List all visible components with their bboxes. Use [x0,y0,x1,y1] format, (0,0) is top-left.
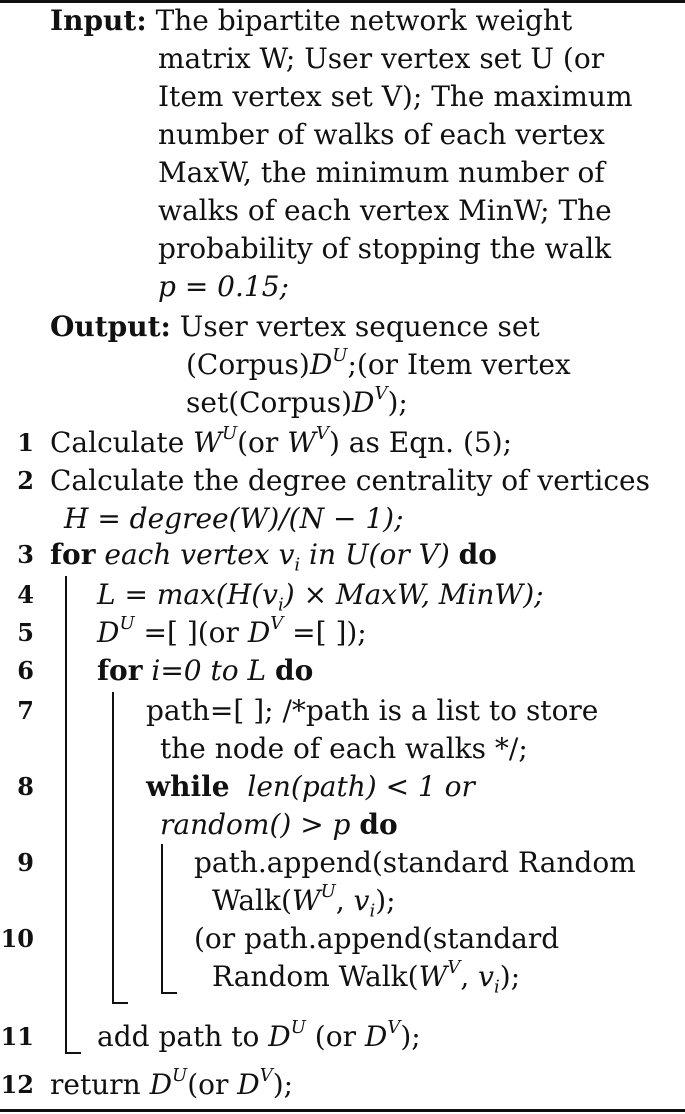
keyword-for: for [50,538,96,571]
step-5 [97,614,367,652]
step-1-text: Calculate [50,426,194,459]
math-i: i [494,976,500,998]
step-8-line-1 [146,768,475,806]
output-line-2 [186,346,571,384]
math-U: U [332,344,348,366]
math-W: W [287,426,316,459]
input-text-2: matrix W; User vertex set U (or [158,42,605,75]
math-v: v [478,960,494,993]
step-10-walk: Random Walk( [212,960,419,993]
step-10-line-1: (or path.append(standard [194,922,560,955]
step-12 [50,1066,293,1104]
step-4 [97,576,544,614]
step-number-1: 1 [17,428,34,457]
output-text-1: User vertex sequence set [179,310,540,343]
math-U: U [290,1016,306,1038]
keyword-do: do [359,808,398,841]
math-V: V [374,382,388,404]
step-3 [50,536,497,574]
step-7-line-1: path=[ ]; /*path is a list to store [146,694,599,727]
bottom-rule [0,1109,685,1112]
step-1 [50,424,512,462]
keyword-for: for [97,654,143,687]
input-text-3: Item vertex set V); The maximum [158,80,633,113]
step-number-10: 10 [0,924,34,953]
step-8-condition-2: random() > p [160,808,351,841]
step-12-mid: (or [187,1068,238,1101]
step-2-line-2: H = degree(W)/(N − 1); [64,502,404,535]
step-8-line-2 [160,806,398,844]
step-number-12: 12 [0,1070,34,1099]
step-10-line-2: Random $Walk(W^V$, $v_i$); [212,956,521,998]
math-U: U [119,612,135,634]
step-6 [97,652,313,690]
math-D: D [268,1020,291,1053]
step-number-4: 4 [17,580,34,609]
output-line-3 [186,384,408,422]
math-W: W [193,426,222,459]
output-line-1 [50,308,540,346]
outer-loop-bar [65,576,67,1054]
step-number-11: 11 [0,1022,34,1051]
step-4-text: L = max(H(v [97,578,278,611]
math-U: U [320,880,336,902]
step-5-post: =[ ]); [292,616,367,649]
step-11-mid: (or [305,1020,365,1053]
step-8-condition-1: len(path) < 1 or [247,770,475,803]
step-number-7: 7 [17,696,34,725]
output-text-3: ); [387,386,408,419]
input-text-6: walks of each vertex MinW; The [158,194,612,227]
step-1-mid: (or [237,426,288,459]
math-V: V [315,422,329,444]
step-number-2: 2 [17,466,34,495]
math-W: W [418,960,448,993]
output-text-2: ;(or Item vertex [347,348,571,381]
input-line-1 [50,2,572,40]
output-keyword: Output: [50,310,171,343]
math-D: D [149,1068,173,1101]
math-D: D [237,1068,260,1101]
math-v: v [278,538,295,571]
input-keyword: Input: [50,4,147,37]
math-V: V [270,612,284,634]
output-set-corpus: set(Corpus) [186,386,353,419]
input-text-8: p = 0.15; [158,270,289,303]
step-1-post: ) as Eqn. (5); [328,426,513,459]
math-V: V [387,1016,401,1038]
math-D: D [309,348,333,381]
math-U: U [172,1064,188,1086]
math-i: i [294,554,301,576]
step-number-8: 8 [17,772,34,801]
step-6-range: i=0 to L [151,654,267,687]
step-12-text: return [50,1068,150,1101]
input-text-5: MaxW, the minimum number of [158,156,605,189]
step-number-6: 6 [17,656,34,685]
step-11-post: ); [400,1020,421,1053]
step-3-each-vertex: each vertex [104,538,279,571]
math-i: i [277,594,284,616]
outer-loop-end [65,1052,81,1054]
math-U: U [221,422,238,444]
step-11-text: add path to [97,1020,269,1053]
step-5-mid: =[ ](or [143,616,248,649]
math-v: v [353,884,370,917]
step-9-walk: Walk( [212,884,292,917]
math-D: D [97,616,120,649]
math-D: D [352,386,375,419]
step-number-9: 9 [17,848,34,877]
while-loop-end [161,992,177,994]
output-corpus-label: (Corpus) [186,348,310,381]
math-V: V [259,1064,273,1086]
input-text-4: number of walks of each vertex [158,118,605,151]
keyword-while: while [146,770,230,803]
step-number-5: 5 [17,618,34,647]
step-3-in-u-or-v: in U(or V) [300,538,450,571]
inner-loop-end [112,1002,128,1004]
step-4-post: ) × MaxW, MinW); [283,578,544,611]
step-2-line-1: Calculate the degree centrality of vertices [50,464,650,497]
step-9-post: ); [375,884,396,917]
step-10-post: ); [499,960,521,993]
input-text-1: The bipartite network weight [155,4,573,37]
math-i: i [369,900,376,922]
math-D: D [364,1020,388,1053]
input-text-7: probability of stopping the walk [158,232,612,265]
step-number-3: 3 [17,540,34,569]
step-11 [97,1018,421,1056]
keyword-do: do [275,654,314,687]
step-9-line-2: $Walk(W^U$, $v_i$); [212,880,396,922]
step-9-line-1: path.append(standard Random [194,846,636,879]
while-loop-bar [161,844,163,994]
keyword-do: do [458,538,497,571]
math-V: V [447,956,461,978]
inner-loop-bar [112,692,114,1004]
math-D: D [247,616,271,649]
step-7-line-2: the node of each walks */; [160,732,528,765]
math-W: W [291,884,321,917]
step-12-post: ); [272,1068,294,1101]
